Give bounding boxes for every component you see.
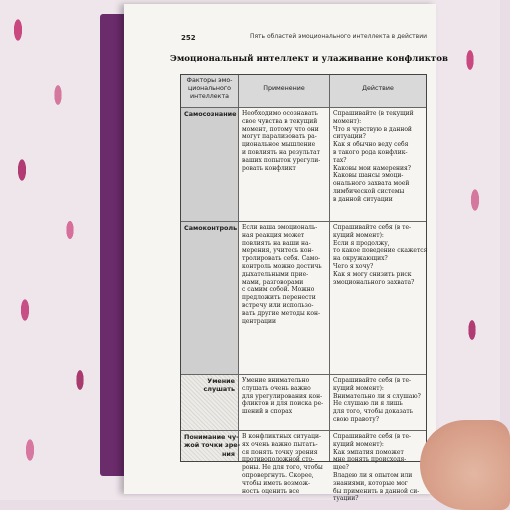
factor-cell (181, 375, 239, 430)
text-line: чтобы иметь возмож- (242, 479, 310, 487)
conflict-table (180, 74, 428, 503)
text-line: вать другие методы кон- (242, 309, 321, 317)
text-line: Если я продолжу, (333, 239, 390, 247)
text-line: фликтов и для поиска ре- (242, 400, 324, 408)
text-line: в данной ситуации (333, 195, 393, 203)
text-line: предложить перенести (242, 294, 316, 302)
text-line: онального захвата моей (333, 180, 410, 188)
text-line: Каковы мои намерения? (333, 164, 412, 172)
text-line: Самоконтроль (184, 224, 238, 232)
text-line: Спрашивайте (в текущий (333, 110, 414, 117)
text-line: и повлиять на результат (242, 148, 320, 156)
text-line: ния (222, 449, 235, 458)
text-line: Спрашивайте себя (в те- (333, 224, 412, 231)
text-line: ная реакция может (242, 231, 305, 239)
text-line: с самим собой. Можно (242, 286, 315, 294)
text-line: встречу или использо- (242, 301, 314, 309)
text-line: Как я могу снизить риск (333, 270, 412, 278)
text-line: то какое поведение скажется (333, 247, 428, 255)
text-line: в такого рода конфлик- (333, 148, 408, 156)
text-line: мерения, учитесь кон- (242, 247, 314, 255)
text-line: Не слушаю ли я лишь (333, 400, 403, 408)
table-header-row (181, 75, 426, 108)
text-line: Действие (362, 85, 394, 92)
text-line: ях очень важно пытать- (242, 440, 318, 448)
text-line: Применение (263, 85, 305, 92)
page-number: 252 (181, 34, 196, 42)
action-cell (330, 375, 426, 430)
text-line: момент): (333, 117, 362, 125)
application-cell (239, 222, 330, 374)
text-line: опровергнуть. Скорее, (242, 471, 314, 479)
text-line: эмоционального захвата? (333, 278, 415, 286)
text-line: В конфликтных ситуаци- (242, 433, 321, 440)
text-line: Что я чувствую в данной (333, 125, 412, 133)
text-line: Самосознание (184, 110, 237, 118)
text-line: Факторы эмо- (186, 77, 233, 84)
text-line: ность оценить все (242, 487, 300, 495)
action-cell (330, 222, 426, 374)
text-line: могут парализовать ра- (242, 133, 317, 141)
text-line: ся понять точку зрения (242, 448, 318, 456)
factor-cell (181, 108, 239, 221)
action-cell (330, 108, 426, 221)
text-line: момент, потому что они (242, 125, 319, 133)
text-line: контроль можно достичь (242, 262, 322, 270)
text-line: Если ваша эмоциональ- (242, 224, 318, 231)
text-line: Умение (207, 377, 235, 385)
application-cell (239, 108, 330, 221)
text-line: повлиять на ваши на- (242, 239, 311, 247)
text-line: тролировать себя. Само- (242, 255, 321, 263)
text-line: для того, чтобы доказать (333, 408, 413, 416)
text-line: туации? (333, 495, 359, 503)
text-line: мами, разговорами (242, 278, 304, 286)
text-line: Умение внимательно (242, 377, 310, 384)
action-cell (330, 431, 426, 503)
text-line: шений в спорах (242, 408, 293, 416)
text-line: на окружающих? (333, 255, 388, 263)
text-line: Как эмпатия поможет (333, 448, 404, 456)
factor-cell (181, 222, 239, 374)
text-line: Чего я хочу? (333, 262, 374, 270)
application-cell (239, 431, 330, 495)
text-line: дыхательными прие- (242, 270, 309, 278)
text-line: Внимательно ли я слушаю? (333, 392, 421, 400)
header-factors (181, 75, 239, 107)
text-line: ваших попыток урегули- (242, 156, 321, 164)
text-line: мне понять происходя- (333, 456, 407, 464)
hand-holding-book (420, 420, 510, 510)
text-line: Как я обычно веду себя (333, 141, 409, 149)
text-line: роны. Не для того, чтобы (242, 464, 323, 472)
text-line: слушать (203, 385, 235, 394)
text-line: ситуации? (333, 133, 366, 141)
text-line: щее? (333, 464, 349, 472)
text-line: Понимание чу- (184, 433, 239, 441)
text-line: ционального (187, 85, 232, 93)
factor-cell (181, 431, 239, 461)
text-line: знаниями, которые мог (333, 479, 408, 487)
text-line: слушать очень важно (242, 384, 311, 392)
text-line: Каковы шансы эмоци- (333, 172, 404, 180)
text-line: Спрашивайте себя (в те- (333, 377, 412, 384)
application-cell (239, 375, 330, 430)
text-line: Владею ли я опытом или (333, 471, 413, 479)
text-line: бы применить в данной си- (333, 487, 420, 495)
table-row (181, 431, 426, 503)
table-row (181, 108, 426, 222)
table-row (181, 375, 426, 431)
text-line: лимбической системы (333, 187, 405, 195)
table-title: Эмоциональный интеллект и улаживание конфликтов (170, 54, 448, 64)
text-line: жой точки зре- (184, 441, 241, 450)
text-line: Необходимо осознавать (242, 110, 318, 117)
running-head: Пять областей эмоционального интеллекта в действии (249, 33, 427, 40)
text-line: свое чувства в текущий (242, 117, 318, 125)
text-line: кущий момент): (333, 231, 384, 239)
text-line: тах? (333, 156, 347, 164)
header-application (239, 75, 330, 107)
text-line: кущий момент): (333, 384, 384, 392)
text-line: центрации (242, 317, 277, 325)
text-line: ровать конфликт (242, 164, 296, 172)
table-row (181, 222, 426, 375)
text-line: интеллекта (189, 93, 229, 101)
text-line: свою правоту? (333, 415, 379, 423)
header-action (330, 75, 426, 107)
text-line: для урегулирования кон- (242, 392, 323, 400)
text-line: циональное мышление (242, 141, 316, 149)
text-line: кущий момент): (333, 440, 384, 448)
text-line: противоположной сто- (242, 456, 315, 464)
text-line: Спрашивайте себя (в те- (333, 433, 412, 440)
